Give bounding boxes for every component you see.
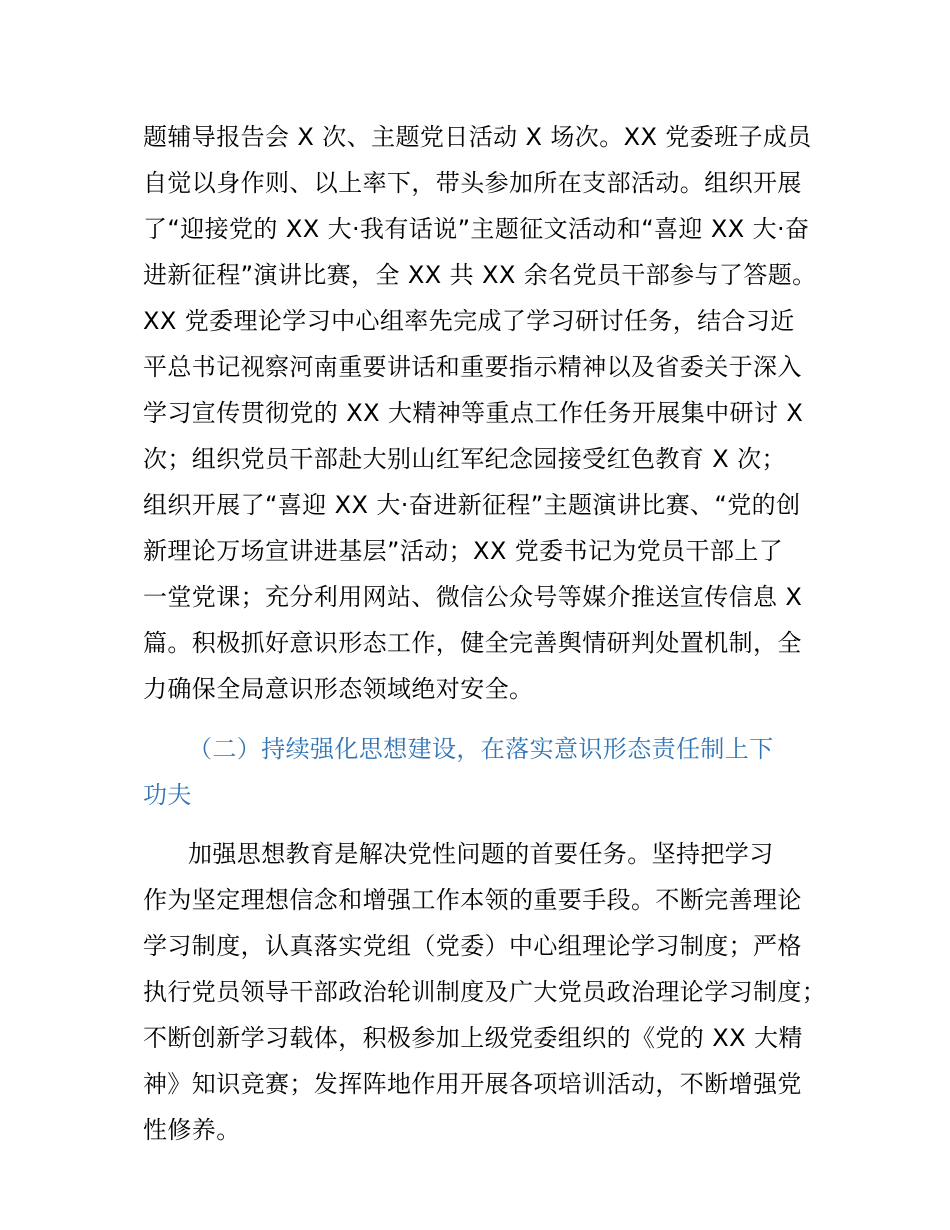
text-line: 力确保全局意识形态领域绝对安全。 — [143, 675, 534, 703]
text-line: 执行党员领导干部政治轮训制度及广大党员政治理论学习制度； — [143, 978, 827, 1006]
heading-line: （二）持续强化思想建设，在落实意识形态责任制上下 — [188, 735, 774, 763]
text-line: 性修养。 — [143, 1116, 241, 1144]
text-line: 新理论万场宣讲进基层”活动；XX 党委书记为党员干部上了 — [143, 537, 784, 565]
text-line: 不断创新学习载体，积极参加上级党委组织的《党的 XX 大精 — [143, 1024, 803, 1052]
text-line: 题辅导报告会 X 次、主题党日活动 X 场次。XX 党委班子成员 — [143, 123, 812, 151]
text-line: 神》知识竞赛；发挥阵地作用开展各项培训活动，不断增强党 — [143, 1070, 802, 1098]
text-line: 作为坚定理想信念和增强工作本领的重要手段。不断完善理论 — [143, 886, 802, 914]
text-line: 次；组织党员干部赴大别山红军纪念园接受红色教育 X 次； — [143, 445, 786, 473]
text-line: 加强思想教育是解决党性问题的首要任务。坚持把学习 — [188, 840, 774, 868]
text-line: 组织开展了“喜迎 XX 大·奋进新征程”主题演讲比赛、“党的创 — [143, 491, 801, 519]
text-line: 学习宣传贯彻党的 XX 大精神等重点工作任务开展集中研讨 X — [143, 399, 804, 427]
text-line: 学习制度，认真落实党组（党委）中心组理论学习制度；严格 — [143, 932, 802, 960]
text-line: XX 党委理论学习中心组率先完成了学习研讨任务，结合习近 — [143, 307, 795, 335]
text-line: 自觉以身作则、以上率下，带头参加所在支部活动。组织开展 — [143, 169, 802, 197]
text-line: 进新征程”演讲比赛，全 XX 共 XX 余名党员干部参与了答题。 — [143, 261, 817, 289]
text-line: 了“迎接党的 XX 大·我有话说”主题征文活动和“喜迎 XX 大·奋 — [143, 215, 810, 243]
heading-line: 功夫 — [143, 781, 192, 809]
text-line: 平总书记视察河南重要讲话和重要指示精神以及省委关于深入 — [143, 353, 802, 381]
text-line: 一堂党课；充分利用网站、微信公众号等媒介推送宣传信息 X — [143, 583, 803, 611]
text-line: 篇。积极抓好意识形态工作，健全完善舆情研判处置机制，全 — [143, 629, 802, 657]
